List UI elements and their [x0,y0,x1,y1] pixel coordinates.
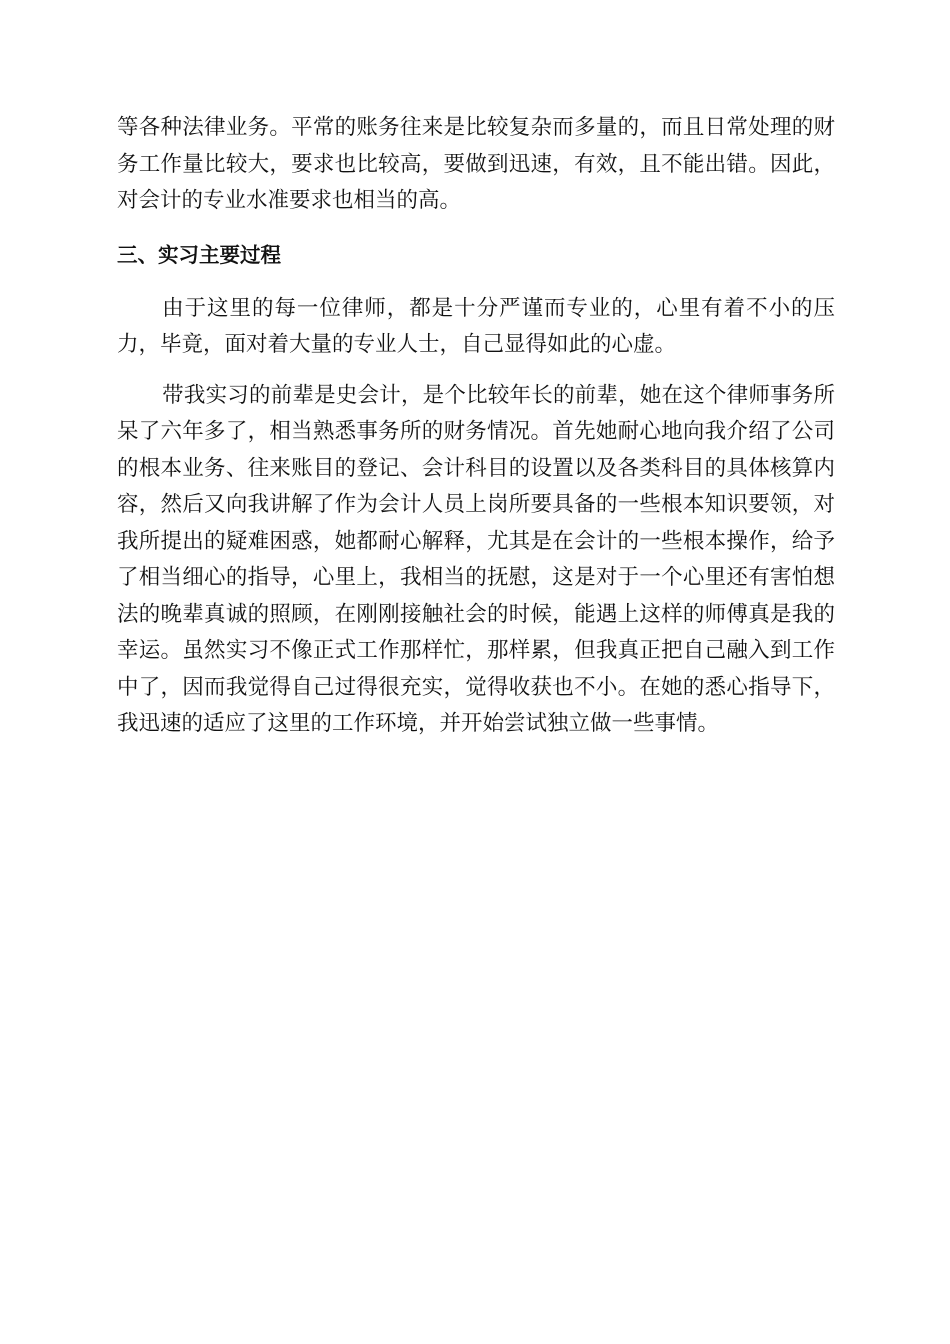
continuation-paragraph: 等各种法律业务。平常的账务往来是比较复杂而多量的，而且日常处理的财务工作量比较大，要求也比较高，要做到迅速，有效，且不能出错。因此，对会计的专业水准要求也相当的高。 [117,115,835,213]
paragraph-1: 由于这里的每一位律师，都是十分严谨而专业的，心里有着不小的压力，毕竟，面对着大量的专业人士，自己显得如此的心虚。 [117,295,835,357]
paragraph-2: 带我实习的前辈是史会计，是个比较年长的前辈，她在这个律师事务所呆了六年多了，相当熟悉事务所的财务情况。首先她耐心地向我介绍了公司的根本业务、往来账目的登记、会计科目的设置以及各类科目的具体核算内容，然后又向我讲解了作为会计人员上岗所要具备的一些根本知识要领，对我所提出的疑难困惑，她都耐心解释，尤其是在会计的一些根本操作，给予了相当细心的指导，心里上，我相当的抚慰，这是对于一个心里还有害怕想法的晚辈真诚的照顾，在刚刚接触社会的时候，能遇上这样的师傅真是我的幸运。虽然实习不像正式工作那样忙，那样累，但我真正把自己融入到工作中了，因而我觉得自己过得很充实，觉得收获也不小。在她的悉心指导下，我迅速的适应了这里的工作环境，并开始尝试独立做一些事情。 [117,382,835,736]
document-body [117,110,835,743]
section-heading: 三、实习主要过程 [117,242,281,267]
